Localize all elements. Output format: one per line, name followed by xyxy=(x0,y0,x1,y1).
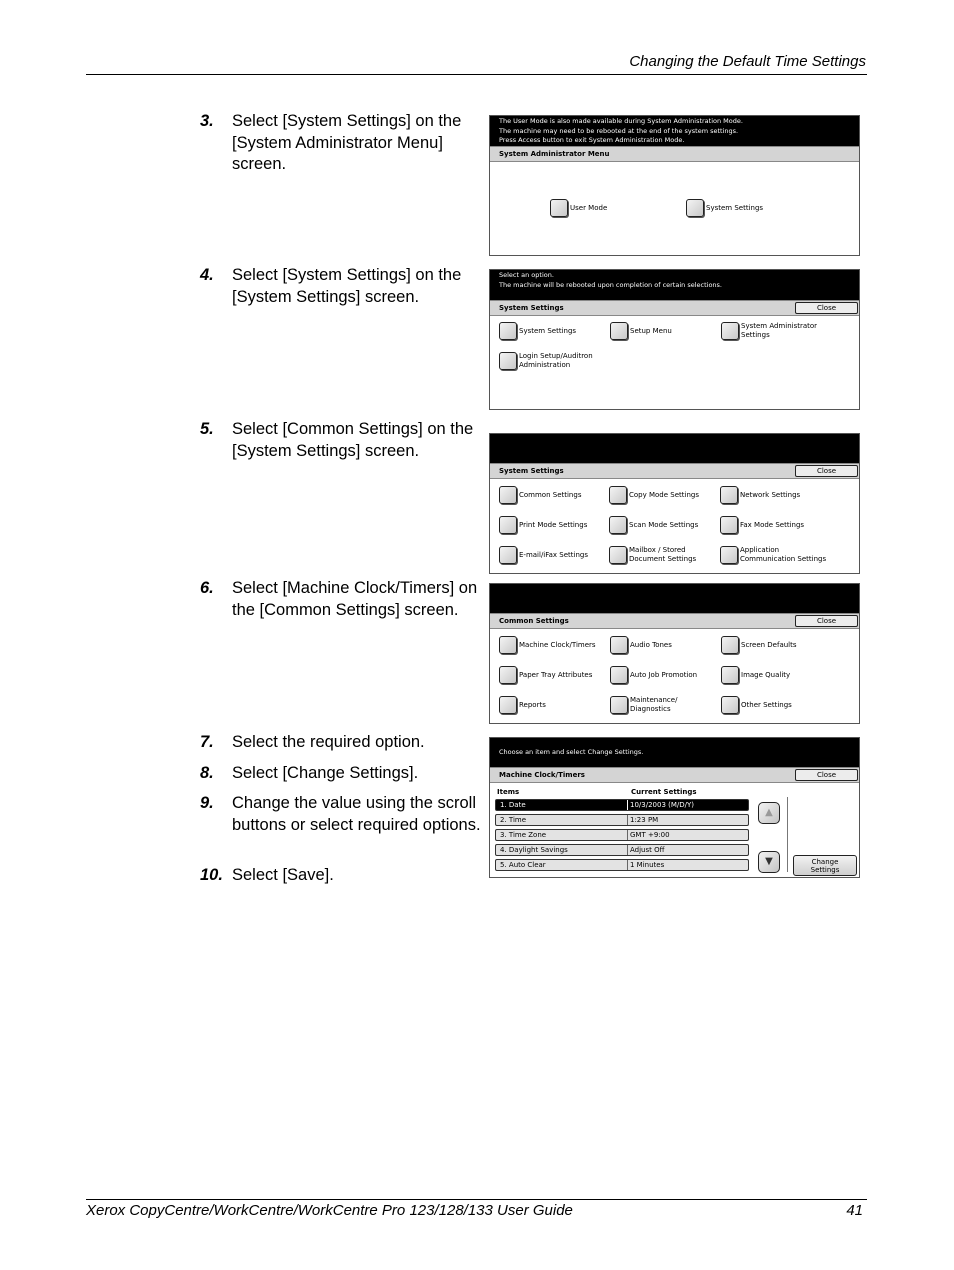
message-area xyxy=(490,584,859,613)
button-square-icon xyxy=(721,696,739,714)
screen-title xyxy=(490,300,859,316)
screen-defaults-button[interactable] xyxy=(721,636,797,654)
button-square-icon xyxy=(720,516,738,534)
running-header: Changing the Default Time Settings xyxy=(629,53,866,70)
scan-mode-settings-button[interactable] xyxy=(609,516,698,534)
button-square-icon xyxy=(499,546,517,564)
audio-tones-button[interactable] xyxy=(610,636,672,654)
step-text: Select [Change Settings]. xyxy=(232,764,419,782)
button-square-icon xyxy=(550,199,568,217)
step-number: 3. xyxy=(200,112,214,130)
button-label: Login Setup/Auditron Administration xyxy=(519,352,593,369)
message-line: The machine may need to be rebooted at the end of the system settings. xyxy=(499,126,739,135)
button-square-icon xyxy=(499,666,517,684)
row-value: Adjust Off xyxy=(630,846,665,854)
screen-common-settings xyxy=(489,583,860,724)
row-item: 5. Auto Clear xyxy=(500,861,546,869)
button-label: Print Mode Settings xyxy=(519,520,588,529)
copy-mode-settings-button[interactable] xyxy=(609,486,699,504)
step-text: Select [Common Settings] on the [System Settings] screen. xyxy=(232,420,474,460)
screen-machine-clock-timers xyxy=(489,737,860,878)
button-square-icon xyxy=(499,322,517,340)
table-row-time-zone[interactable] xyxy=(495,829,749,841)
step-text: Select [System Settings] on the [System Settings] screen. xyxy=(232,266,462,306)
close-button[interactable]: Close xyxy=(795,465,858,477)
table-row-auto-clear[interactable] xyxy=(495,859,749,871)
button-square-icon xyxy=(721,636,739,654)
scroll-down-button[interactable] xyxy=(758,851,780,873)
button-square-icon xyxy=(721,666,739,684)
message-line: The User Mode is also made available during System Administration Mode. xyxy=(499,117,743,125)
button-label: System Settings xyxy=(519,326,577,335)
button-square-icon xyxy=(499,516,517,534)
row-divider xyxy=(627,815,628,825)
screen-system-administrator-menu xyxy=(489,115,860,256)
row-value: 10/3/2003 (M/D/Y) xyxy=(630,801,695,809)
button-square-icon xyxy=(499,486,517,504)
button-square-icon xyxy=(610,696,628,714)
button-square-icon xyxy=(721,322,739,340)
button-square-icon xyxy=(499,696,517,714)
screen-title xyxy=(490,463,859,479)
network-settings-button[interactable] xyxy=(720,486,800,504)
system-settings-button[interactable] xyxy=(499,322,576,340)
button-label: Application Communication Settings xyxy=(740,546,827,563)
button-label: Setup Menu xyxy=(630,326,672,335)
step-number: 4. xyxy=(200,266,214,284)
step-number: 5. xyxy=(200,420,214,438)
button-label: Maintenance/ Diagnostics xyxy=(630,696,678,713)
screen-title-text: System Administrator Menu xyxy=(499,150,610,158)
chevron-down-icon: ▼ xyxy=(765,856,773,867)
reports-button[interactable] xyxy=(499,696,546,714)
screen-title-text: System Settings xyxy=(499,304,564,312)
screen-title-text: System Settings xyxy=(499,467,564,475)
button-label: Image Quality xyxy=(741,670,791,679)
button-label: System Administrator Settings xyxy=(741,322,818,339)
login-setup-auditron-button[interactable] xyxy=(499,352,593,370)
close-button[interactable]: Close xyxy=(795,302,858,314)
table-row-date[interactable] xyxy=(495,799,749,811)
message-line: Choose an item and select Change Settings. xyxy=(499,748,644,756)
screen-title xyxy=(490,146,859,162)
row-divider xyxy=(627,860,628,870)
row-divider xyxy=(627,830,628,840)
button-label: Mailbox / Stored Document Settings xyxy=(629,546,697,563)
row-item: 4. Daylight Savings xyxy=(500,846,568,854)
table-row-daylight-savings[interactable] xyxy=(495,844,749,856)
row-divider xyxy=(627,800,628,810)
screen-system-settings-options xyxy=(489,433,860,574)
button-square-icon xyxy=(610,666,628,684)
button-label: Auto Job Promotion xyxy=(630,670,698,679)
button-label: Screen Defaults xyxy=(741,640,797,649)
step-number: 8. xyxy=(200,764,214,782)
screen-title-text: Common Settings xyxy=(499,617,569,625)
header-rule xyxy=(86,74,867,75)
paper-tray-attributes-button[interactable] xyxy=(499,666,592,684)
row-value: 1 Minutes xyxy=(630,861,665,869)
fax-mode-settings-button[interactable] xyxy=(720,516,804,534)
message-area xyxy=(490,434,859,463)
step-number: 10. xyxy=(200,866,223,884)
button-label: Scan Mode Settings xyxy=(629,520,699,529)
button-square-icon xyxy=(609,546,627,564)
table-row-time[interactable] xyxy=(495,814,749,826)
message-line: Select an option. xyxy=(499,271,554,279)
row-divider xyxy=(627,845,628,855)
machine-clock-timers-button[interactable] xyxy=(499,636,596,654)
message-area xyxy=(490,738,859,767)
button-square-icon xyxy=(686,199,704,217)
maintenance-diagnostics-button[interactable] xyxy=(610,696,677,714)
row-value: 1:23 PM xyxy=(630,816,659,824)
button-label: System Settings xyxy=(706,203,764,212)
footer-guide-title: Xerox CopyCentre/WorkCentre/WorkCentre Pro 123/128/133 User Guide xyxy=(86,1202,573,1219)
screen-title xyxy=(490,767,859,783)
button-square-icon xyxy=(610,636,628,654)
button-label: Reports xyxy=(519,700,546,709)
chevron-up-icon: ▲ xyxy=(765,807,773,818)
footer-rule xyxy=(86,1199,867,1200)
common-settings-button[interactable] xyxy=(499,486,581,504)
button-label: Paper Tray Attributes xyxy=(519,670,593,679)
user-mode-button[interactable] xyxy=(550,199,607,217)
button-square-icon xyxy=(609,486,627,504)
page-number: 41 xyxy=(846,1202,863,1219)
step-text: Select [System Settings] on the [System Administrator Menu] screen. xyxy=(232,112,462,173)
settings-panel xyxy=(490,783,859,877)
setup-menu-button[interactable] xyxy=(610,322,672,340)
button-square-icon xyxy=(499,636,517,654)
row-item: 3. Time Zone xyxy=(500,831,547,839)
button-label: Audio Tones xyxy=(630,640,672,649)
button-label: Copy Mode Settings xyxy=(629,490,699,499)
email-ifax-settings-button[interactable] xyxy=(499,546,588,564)
items-column-header: Items xyxy=(497,788,520,796)
message-line: The machine will be rebooted upon completion of certain selections. xyxy=(499,280,722,289)
button-label: E-mail/iFax Settings xyxy=(519,550,589,559)
application-communication-settings-button[interactable] xyxy=(720,546,826,564)
close-button[interactable]: Close xyxy=(795,615,858,627)
system-administrator-settings-button[interactable] xyxy=(721,322,817,340)
button-label: Fax Mode Settings xyxy=(740,520,805,529)
button-square-icon xyxy=(720,486,738,504)
button-label: Common Settings xyxy=(519,490,582,499)
close-button[interactable]: Close xyxy=(795,769,858,781)
current-settings-column-header: Current Settings xyxy=(631,788,697,796)
row-value: GMT +9:00 xyxy=(630,831,670,839)
step-text: Select the required option. xyxy=(232,733,425,751)
message-line: Press Access button to exit System Administration Mode. xyxy=(499,136,685,144)
panel-divider xyxy=(787,797,788,872)
button-label: Machine Clock/Timers xyxy=(519,640,596,649)
step-text: Select [Machine Clock/Timers] on the [Common Settings] screen. xyxy=(232,579,478,619)
system-settings-button[interactable] xyxy=(686,199,763,217)
button-label: Other Settings xyxy=(741,700,792,709)
scroll-up-button[interactable] xyxy=(758,802,780,824)
step-number: 9. xyxy=(200,794,214,812)
step-text: Change the value using the scroll buttons or select required options. xyxy=(232,794,481,834)
auto-job-promotion-button[interactable] xyxy=(610,666,697,684)
step-number: 7. xyxy=(200,733,214,751)
row-item: 1. Date xyxy=(500,801,526,809)
screen-title-text: Machine Clock/Timers xyxy=(499,771,585,779)
screen-system-settings xyxy=(489,269,860,410)
button-square-icon xyxy=(499,352,517,370)
step-text: Select [Save]. xyxy=(232,866,334,884)
button-square-icon xyxy=(610,322,628,340)
message-area xyxy=(490,270,859,300)
step-number: 6. xyxy=(200,579,214,597)
print-mode-settings-button[interactable] xyxy=(499,516,587,534)
screen-title xyxy=(490,613,859,629)
mailbox-stored-document-settings-button[interactable] xyxy=(609,546,696,564)
button-label: User Mode xyxy=(570,203,608,212)
button-label: Network Settings xyxy=(740,490,801,499)
row-item: 2. Time xyxy=(500,816,527,824)
image-quality-button[interactable] xyxy=(721,666,790,684)
button-square-icon xyxy=(609,516,627,534)
change-settings-button[interactable]: Change Settings xyxy=(793,855,857,876)
other-settings-button[interactable] xyxy=(721,696,792,714)
button-square-icon xyxy=(720,546,738,564)
message-area xyxy=(490,116,859,146)
